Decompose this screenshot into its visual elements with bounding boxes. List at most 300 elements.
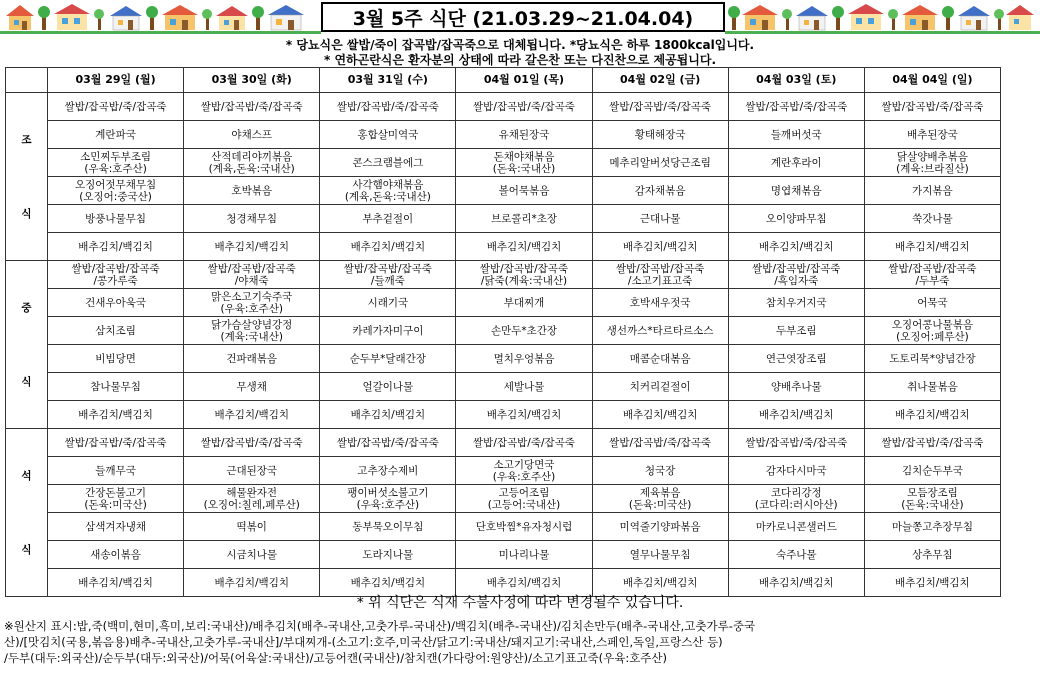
- menu-cell: [320, 429, 456, 457]
- dish-name: 청경채무침: [226, 212, 278, 225]
- dish-name: 산적데리야끼볶음: [211, 150, 293, 163]
- menu-cell: [592, 513, 728, 541]
- table-row: [6, 373, 1001, 401]
- menu-cell: [48, 177, 184, 205]
- menu-cell: [184, 457, 320, 485]
- dish-name: 참치우거지국: [765, 296, 827, 309]
- corner-cell: [6, 68, 48, 93]
- dish-name: 배추김치/백김치: [350, 408, 426, 421]
- menu-cell: [592, 205, 728, 233]
- dish-name: 방풍나물무침: [85, 212, 146, 225]
- meal-label-bottom: 식: [21, 375, 32, 388]
- dish-origin: (돈육:국내산): [492, 162, 556, 175]
- dish-name: 코다리강정: [770, 486, 822, 499]
- page-title: 3월 5주 식단 (21.03.29~21.04.04): [321, 2, 725, 32]
- menu-cell: [456, 289, 592, 317]
- dish-origin: /들깨죽: [370, 274, 405, 287]
- menu-cell: [728, 261, 864, 289]
- dish-origin: /두부죽: [915, 274, 950, 287]
- menu-cell: [864, 345, 1000, 373]
- dish-name: 시래기국: [367, 296, 409, 309]
- menu-cell: [456, 93, 592, 121]
- menu-cell: [592, 121, 728, 149]
- menu-cell: [864, 429, 1000, 457]
- dish-name: 배추김치/백김치: [759, 576, 834, 589]
- dish-origin: (계육:브라질산): [896, 162, 969, 175]
- menu-cell: [592, 93, 728, 121]
- menu-cell: [184, 485, 320, 513]
- menu-cell: [728, 205, 864, 233]
- meal-label-top: 석: [21, 469, 32, 482]
- dish-origin: /흑임자죽: [774, 274, 819, 287]
- menu-cell: [728, 401, 864, 429]
- menu-cell: [184, 261, 320, 289]
- menu-cell: [864, 177, 1000, 205]
- dish-name: 오이양파무침: [765, 212, 827, 225]
- menu-cell: [48, 121, 184, 149]
- dish-origin: /콩가루죽: [93, 274, 138, 287]
- menu-cell: [184, 121, 320, 149]
- table-row: [6, 289, 1001, 317]
- dish-name: 배추김치/백김치: [895, 576, 970, 589]
- dish-name: 열무나물무침: [629, 548, 691, 561]
- dish-name: 동부묵오이무침: [352, 520, 424, 533]
- table-row: [6, 93, 1001, 121]
- dish-name: 돈채야채볶음: [493, 150, 555, 163]
- menu-cell: [48, 345, 184, 373]
- menu-cell: [864, 289, 1000, 317]
- dish-name: 미역줄기양파볶음: [619, 520, 701, 533]
- menu-cell: [864, 485, 1000, 513]
- menu-cell: [592, 541, 728, 569]
- dish-name: 쌀밥/잡곡밥/죽/잡곡죽: [881, 100, 984, 113]
- dish-name: 도토리묵*양념간장: [889, 352, 976, 365]
- menu-cell: [320, 205, 456, 233]
- dish-origin: (계육,돈육:국내산): [344, 190, 431, 203]
- dish-name: 쌀밥/잡곡밥/잡곡죽: [207, 262, 296, 275]
- menu-cell: [864, 513, 1000, 541]
- dish-origin: (계육,돈육:국내산): [208, 162, 295, 175]
- menu-cell: [592, 485, 728, 513]
- menu-cell: [456, 457, 592, 485]
- dish-name: 가지볶음: [912, 184, 953, 197]
- day-header: 03월 31일 (수): [320, 68, 456, 93]
- menu-cell: [864, 93, 1000, 121]
- dish-name: 쌀밥/잡곡밥/죽/잡곡죽: [64, 100, 167, 113]
- menu-cell: [728, 121, 864, 149]
- dish-origin: (오징어:페루산): [896, 330, 969, 343]
- day-header: 04월 01일 (목): [456, 68, 592, 93]
- dish-name: 맑은소고기숙주국: [211, 290, 293, 303]
- dish-name: 근대된장국: [226, 464, 278, 477]
- menu-cell: [48, 429, 184, 457]
- dish-name: 마늘쫑고추장무침: [891, 520, 973, 533]
- dish-name: 쌀밥/잡곡밥/잡곡죽: [71, 262, 160, 275]
- menu-cell: [728, 485, 864, 513]
- dish-origin: (계육:국내산): [220, 330, 283, 343]
- dish-name: 순두부*달래간장: [349, 352, 426, 365]
- dish-name: 고등어조림: [498, 486, 550, 499]
- dish-name: 얼갈이나물: [362, 380, 414, 393]
- menu-cell: [728, 149, 864, 177]
- menu-cell: [320, 261, 456, 289]
- dish-name: 쌀밥/잡곡밥/죽/잡곡죽: [473, 100, 575, 113]
- dish-origin: (고등어:국내산): [487, 498, 561, 511]
- dish-name: 배추된장국: [907, 128, 958, 141]
- menu-cell: [184, 317, 320, 345]
- dish-name: 두부조림: [775, 324, 817, 337]
- dish-name: 쌀밥/잡곡밥/죽/잡곡죽: [745, 436, 848, 449]
- menu-cell: [456, 345, 592, 373]
- dish-name: 배추김치/백김치: [78, 240, 153, 253]
- dish-name: 청국장: [644, 464, 676, 477]
- dish-name: 배추김치/백김치: [78, 576, 153, 589]
- dish-name: 닭살양배추볶음: [896, 150, 968, 163]
- dish-name: 새송이볶음: [90, 548, 141, 561]
- dish-name: 배추김치/백김치: [622, 576, 698, 589]
- dish-name: 비빔당면: [95, 352, 136, 365]
- menu-cell: [592, 233, 728, 261]
- menu-cell: [184, 513, 320, 541]
- menu-cell: [184, 401, 320, 429]
- menu-cell: [592, 317, 728, 345]
- menu-cell: [864, 457, 1000, 485]
- dish-name: 홍합살미역국: [357, 128, 419, 141]
- dish-name: 쌀밥/잡곡밥/죽/잡곡죽: [64, 436, 167, 449]
- meal-label: [6, 93, 48, 261]
- dish-name: 배추김치/백김치: [622, 240, 698, 253]
- dish-name: 쌀밥/잡곡밥/잡곡죽: [479, 262, 569, 275]
- menu-cell: [320, 345, 456, 373]
- table-row: [6, 121, 1001, 149]
- dish-name: 제육볶음: [639, 486, 681, 499]
- table-row: [6, 345, 1001, 373]
- dish-name: 쌀밥/잡곡밥/죽/잡곡죽: [609, 436, 712, 449]
- menu-cell: [48, 93, 184, 121]
- dish-name: 쌀밥/잡곡밥/죽/잡곡죽: [473, 436, 575, 449]
- menu-cell: [456, 149, 592, 177]
- dish-name: 생선까스*타르타르소스: [606, 324, 714, 337]
- dish-name: 소고기당면국: [493, 458, 555, 471]
- table-row: [6, 541, 1001, 569]
- dish-name: 쌀밥/잡곡밥/죽/잡곡죽: [881, 436, 984, 449]
- dish-name: 양배추나물: [770, 380, 822, 393]
- origin-line: 산)/[맛김치(국용,볶음용)배추-국내산,고춧가루-국내산]/부대찌개-(소고기:호주,미국산/닭고기:국내산/돼지고기:국내산,스페인,독일,프랑스산 등): [4, 635, 723, 649]
- menu-cell: [48, 373, 184, 401]
- menu-cell: [320, 177, 456, 205]
- dish-name: 미나리나물: [498, 548, 550, 561]
- menu-cell: [728, 93, 864, 121]
- meal-label-top: 중: [21, 301, 32, 314]
- menu-cell: [456, 485, 592, 513]
- menu-cell: [456, 541, 592, 569]
- dish-name: 들깨무국: [95, 464, 136, 477]
- table-row: [6, 317, 1001, 345]
- menu-cell: [592, 345, 728, 373]
- origin-line: ※원산지 표시:밥,죽(백미,현미,흑미,보리:국내산)/배추김치(배추-국내산,고춧가루-국내산)/백김치(배추-국내산)/김치손만두(배추-국내산,고춧가루-중국: [4, 619, 756, 633]
- menu-cell: [456, 373, 592, 401]
- dish-name: 손만두*초간장: [490, 324, 558, 337]
- menu-cell: [184, 429, 320, 457]
- menu-cell: [864, 205, 1000, 233]
- dish-name: 부대찌개: [503, 296, 545, 309]
- house-illustration-left: [4, 2, 318, 32]
- menu-cell: [320, 373, 456, 401]
- dish-name: 야채스프: [231, 128, 272, 141]
- dish-origin: (우육:호주산): [220, 302, 283, 315]
- menu-cell: [48, 317, 184, 345]
- dish-name: 볼어묵볶음: [498, 184, 550, 197]
- dish-name: 소민찌두부조림: [80, 150, 152, 163]
- menu-cell: [48, 457, 184, 485]
- day-header: 04월 02일 (금): [592, 68, 728, 93]
- meal-label-bottom: 식: [21, 207, 32, 220]
- dish-origin: (돈육:미국산): [84, 498, 147, 511]
- menu-cell: [320, 317, 456, 345]
- menu-table: [5, 67, 1001, 597]
- menu-cell: [184, 149, 320, 177]
- menu-cell: [864, 401, 1000, 429]
- menu-cell: [184, 93, 320, 121]
- menu-cell: [48, 233, 184, 261]
- dish-name: 삼색겨자냉채: [85, 520, 146, 533]
- menu-cell: [456, 513, 592, 541]
- table-row: [6, 177, 1001, 205]
- dish-origin: /닭죽(계육:국내산): [480, 274, 568, 287]
- dish-origin: (돈육:국내산): [901, 498, 964, 511]
- dish-name: 명엽채볶음: [770, 184, 822, 197]
- menu-cell: [592, 401, 728, 429]
- menu-cell: [48, 261, 184, 289]
- notice-diabetic: * 당뇨식은 쌀밥/죽이 잡곡밥/잡곡죽으로 대체됩니다. *당뇨식은 하루 1800kcal입니다.: [285, 38, 755, 52]
- day-header: 03월 30일 (화): [184, 68, 320, 93]
- table-row: [6, 401, 1001, 429]
- dish-name: 호박새우젓국: [629, 296, 691, 309]
- menu-cell: [456, 261, 592, 289]
- table-row: [6, 429, 1001, 457]
- dish-name: 카레가자미구이: [352, 324, 424, 337]
- dish-name: 감자다시마국: [765, 464, 827, 477]
- houses-left-decoration: [4, 2, 318, 32]
- menu-cell: [184, 289, 320, 317]
- dish-name: 배추김치/백김치: [622, 408, 698, 421]
- dish-name: 쌀밥/잡곡밥/죽/잡곡죽: [336, 436, 439, 449]
- dish-origin: /야채죽: [234, 274, 269, 287]
- day-header-row: [6, 68, 1001, 93]
- menu-cell: [320, 485, 456, 513]
- dish-origin: (오징어:칠레,페루산): [203, 498, 300, 511]
- menu-cell: [456, 121, 592, 149]
- dish-name: 배추김치/백김치: [486, 576, 562, 589]
- dish-name: 팽이버섯소불고기: [347, 486, 429, 499]
- menu-cell: [592, 289, 728, 317]
- dish-name: 세발나물: [503, 380, 545, 393]
- dish-name: 쌀밥/잡곡밥/죽/잡곡죽: [200, 100, 303, 113]
- dish-name: 오징어젓무채무침: [74, 178, 157, 191]
- dish-origin: (코다리:러시아산): [754, 498, 838, 511]
- dish-name: 배추김치/백김치: [486, 240, 562, 253]
- dish-name: 닭가슴살양념강정: [211, 318, 293, 331]
- menu-cell: [320, 541, 456, 569]
- menu-cell: [320, 149, 456, 177]
- dish-name: 배추김치/백김치: [214, 576, 289, 589]
- dish-origin: (우육:호주산): [84, 162, 147, 175]
- table-row: [6, 485, 1001, 513]
- menu-cell: [592, 149, 728, 177]
- menu-cell: [592, 373, 728, 401]
- menu-cell: [320, 289, 456, 317]
- menu-cell: [864, 149, 1000, 177]
- meal-label-bottom: 식: [21, 543, 32, 556]
- dish-name: 배추김치/백김치: [759, 240, 834, 253]
- dish-name: 건새우아욱국: [85, 296, 146, 309]
- dish-name: 시금치나물: [226, 548, 278, 561]
- dish-name: 배추김치/백김치: [895, 408, 970, 421]
- menu-cell: [48, 289, 184, 317]
- day-header: 04월 03일 (토): [728, 68, 864, 93]
- dish-name: 건파래볶음: [226, 352, 278, 365]
- menu-cell: [456, 233, 592, 261]
- table-row: [6, 149, 1001, 177]
- dish-name: 쌀밥/잡곡밥/죽/잡곡죽: [336, 100, 439, 113]
- menu-cell: [456, 401, 592, 429]
- day-header: 03월 29일 (월): [48, 68, 184, 93]
- dish-name: 떡볶이: [236, 520, 267, 533]
- menu-body: [6, 93, 1001, 597]
- dish-name: 부추겉절이: [362, 212, 414, 225]
- table-row: [6, 261, 1001, 289]
- dish-name: 매콤순대볶음: [629, 352, 691, 365]
- dish-name: 참나물무침: [90, 380, 141, 393]
- origin-line: /두부(대두:외국산)/순두부(대두:외국산)/어묵(어육살:국내산)/고등어캔(국내산)/참치캔(가다랑어:원양산)/소고기표고죽(우육:호주산): [4, 651, 668, 665]
- menu-cell: [728, 289, 864, 317]
- menu-cell: [48, 401, 184, 429]
- dish-origin: (오징어:중국산): [79, 190, 152, 203]
- meal-label: [6, 429, 48, 597]
- dish-name: 들깨버섯국: [770, 128, 822, 141]
- dish-name: 배추김치/백김치: [350, 240, 426, 253]
- dish-name: 쌀밥/잡곡밥/죽/잡곡죽: [200, 436, 303, 449]
- dish-name: 도라지나물: [362, 548, 414, 561]
- dish-name: 쌀밥/잡곡밥/잡곡죽: [343, 262, 432, 275]
- dish-name: 쌀밥/잡곡밥/잡곡죽: [888, 262, 977, 275]
- table-row: [6, 513, 1001, 541]
- houses-right-decoration: [728, 2, 1036, 32]
- menu-cell: [864, 233, 1000, 261]
- dish-name: 쌀밥/잡곡밥/죽/잡곡죽: [745, 100, 848, 113]
- origin-info: [4, 618, 1034, 666]
- dish-name: 배추김치/백김치: [214, 240, 289, 253]
- menu-cell: [728, 177, 864, 205]
- dish-name: 배추김치/백김치: [759, 408, 834, 421]
- dish-name: 계란후라이: [770, 156, 822, 169]
- dish-origin: (우육:호주산): [492, 470, 556, 483]
- dish-name: 계란파국: [95, 128, 136, 141]
- dish-name: 고추장수제비: [357, 464, 419, 477]
- menu-cell: [48, 541, 184, 569]
- notice-dysphagia: * 연하곤란식은 환자분의 상태에 따라 갈은찬 또는 다진찬으로 제공됩니다.: [323, 53, 717, 67]
- menu-cell: [456, 205, 592, 233]
- menu-cell: [592, 177, 728, 205]
- dish-name: 배추김치/백김치: [895, 240, 970, 253]
- menu-cell: [48, 513, 184, 541]
- dish-name: 상추무침: [912, 548, 953, 561]
- dish-name: 오징어콩나물볶음: [891, 318, 973, 331]
- menu-cell: [456, 177, 592, 205]
- dish-origin: /소고기표고죽: [627, 274, 693, 287]
- day-header: 04월 04일 (일): [864, 68, 1000, 93]
- dish-name: 근대나물: [639, 212, 681, 225]
- menu-cell: [320, 401, 456, 429]
- menu-cell: [320, 513, 456, 541]
- dish-name: 쌀밥/잡곡밥/잡곡죽: [616, 262, 705, 275]
- dish-name: 마카로니콘샐러드: [755, 520, 837, 533]
- dish-name: 쑥갓나물: [912, 212, 953, 225]
- dish-name: 배추김치/백김치: [350, 576, 426, 589]
- menu-cell: [48, 149, 184, 177]
- dish-name: 간장돈불고기: [85, 486, 146, 499]
- dish-name: 취나물볶음: [907, 380, 958, 393]
- menu-cell: [456, 429, 592, 457]
- dish-name: 연근엿장조림: [765, 352, 827, 365]
- table-row: [6, 457, 1001, 485]
- dish-name: 감자채볶음: [634, 184, 686, 197]
- menu-cell: [592, 457, 728, 485]
- footer-notice: * 위 식단은 식재 수불사정에 따라 변경될수 있습니다.: [356, 595, 684, 611]
- menu-cell: [728, 233, 864, 261]
- dish-name: 배추김치/백김치: [78, 408, 153, 421]
- menu-cell: [320, 457, 456, 485]
- table-row: [6, 205, 1001, 233]
- menu-cell: [320, 121, 456, 149]
- dish-name: 유채된장국: [498, 128, 550, 141]
- dish-name: 사각햄야채볶음: [352, 178, 424, 191]
- menu-cell: [184, 541, 320, 569]
- meal-label-top: 조: [21, 133, 32, 146]
- menu-cell: [48, 485, 184, 513]
- menu-cell: [728, 373, 864, 401]
- menu-cell: [184, 373, 320, 401]
- dish-name: 호박볶음: [231, 184, 272, 197]
- dish-origin: (돈육:미국산): [628, 498, 692, 511]
- menu-cell: [728, 513, 864, 541]
- dish-name: 치커리겉절이: [629, 380, 691, 393]
- dish-name: 브로콜리*초장: [490, 212, 558, 225]
- menu-cell: [592, 261, 728, 289]
- menu-cell: [864, 541, 1000, 569]
- dish-name: 메추리알버섯당근조림: [609, 156, 711, 169]
- dish-name: 쌀밥/잡곡밥/죽/잡곡죽: [609, 100, 712, 113]
- dish-origin: (우육:호주산): [356, 498, 420, 511]
- menu-cell: [728, 429, 864, 457]
- dish-name: 김치순두부국: [901, 464, 963, 477]
- dish-name: 단호박찜*유자청시럽: [475, 520, 573, 533]
- menu-cell: [320, 233, 456, 261]
- menu-cell: [728, 317, 864, 345]
- meal-label: [6, 261, 48, 429]
- menu-cell: [320, 93, 456, 121]
- dish-name: 쌀밥/잡곡밥/잡곡죽: [752, 262, 841, 275]
- menu-cell: [184, 233, 320, 261]
- dish-name: 황태해장국: [634, 128, 686, 141]
- dish-name: 해물완자전: [226, 486, 278, 499]
- menu-cell: [48, 205, 184, 233]
- dish-name: 배추김치/백김치: [214, 408, 289, 421]
- dish-name: 어묵국: [917, 296, 948, 309]
- dish-name: 배추김치/백김치: [486, 408, 562, 421]
- dish-name: 멸치우엉볶음: [493, 352, 555, 365]
- menu-cell: [728, 541, 864, 569]
